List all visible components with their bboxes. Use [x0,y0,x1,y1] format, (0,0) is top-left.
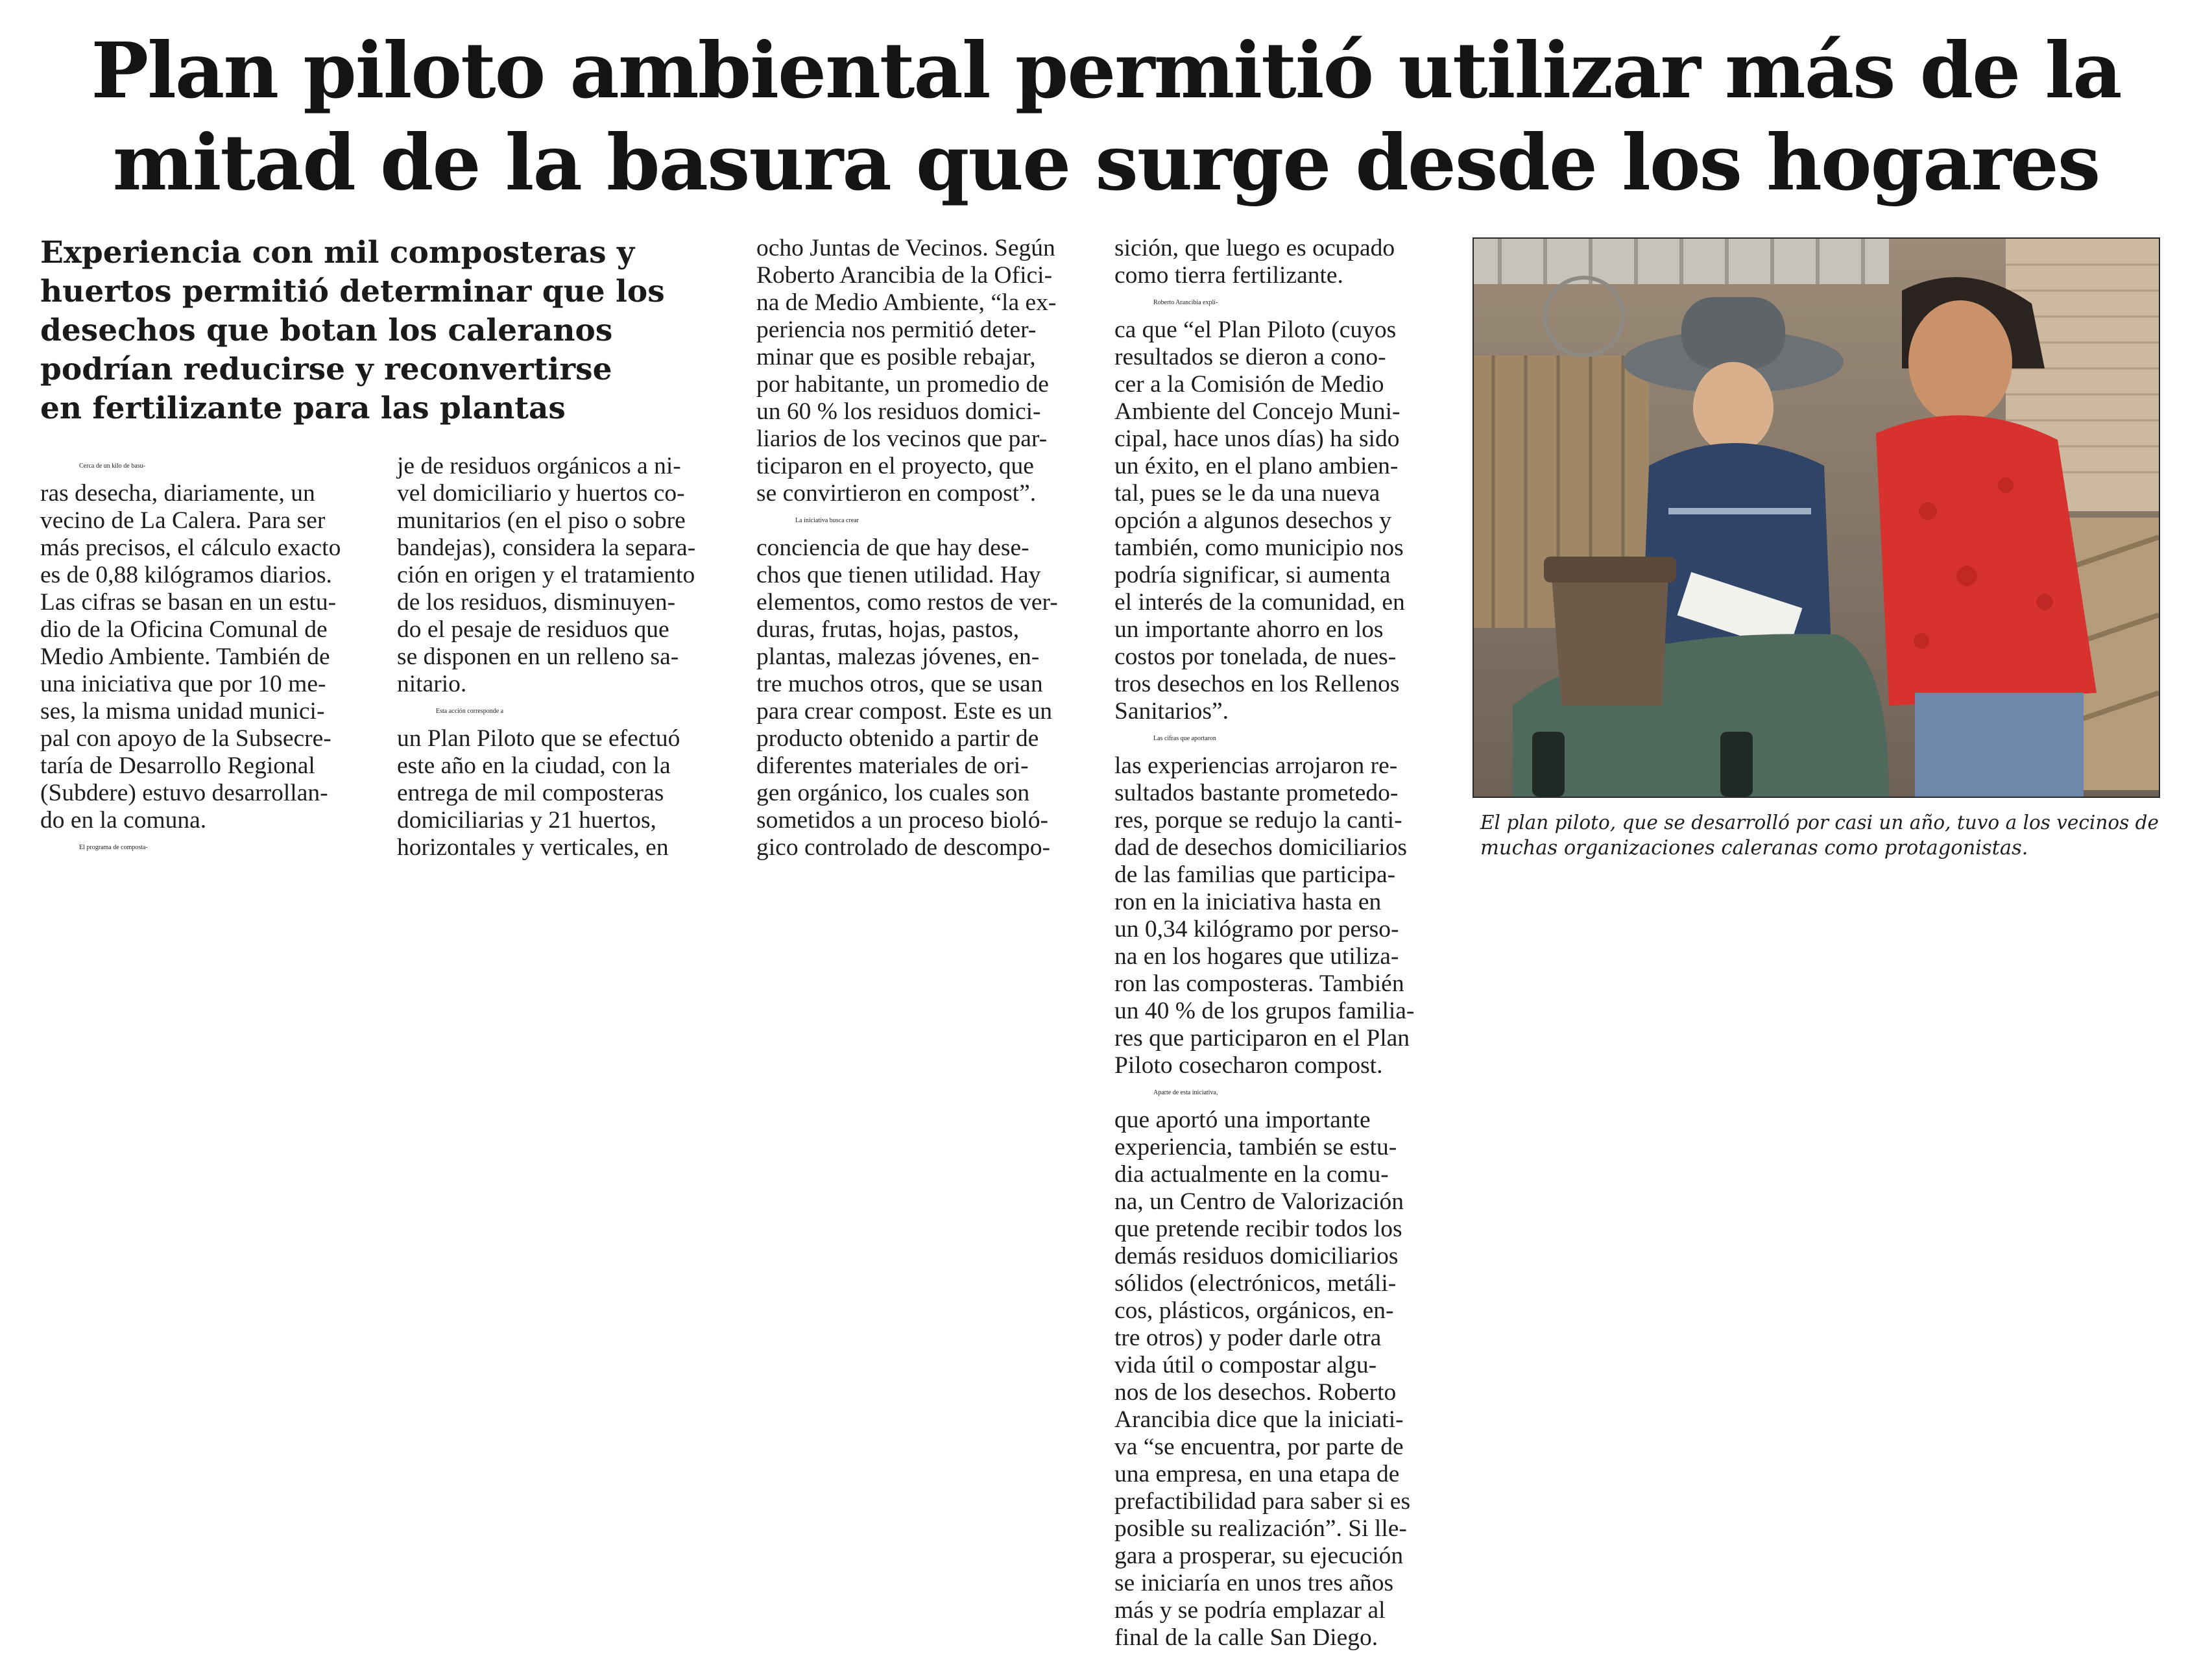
article-text-line: como tierra fertilizante. [1114,262,1343,289]
article-text-line: ción en origen y el tratamiento [397,562,695,588]
article-text-line: tros desechos en los Rellenos [1114,671,1400,697]
headline-line: mitad de la basura que surge desde los hogares [112,117,2100,208]
article-text-line: Sanitarios”. [1114,698,1229,725]
article-text-line: La iniciativa busca crear [795,517,859,524]
person-left-face [1693,362,1773,453]
article-text-line: chos que tienen utilidad. Hay [756,562,1041,588]
article-text-line: domiciliarias y 21 huertos, [397,807,656,834]
article-text-line: final de la calle San Diego. [1114,1624,1378,1651]
article-text-line: gico controlado de descompo- [756,834,1050,861]
article-text-line: un 40 % de los grupos familia- [1114,998,1415,1024]
subheadline-line: podrían reducirse y reconvertirse [40,352,612,387]
article-text-line: cos, plásticos, orgánicos, en- [1114,1297,1394,1324]
article-text-line: vecino de La Calera. Para ser [40,507,326,534]
caption-line: El plan piloto, que se desarrolló por casi un año, tuvo a los vecinos de [1480,811,2159,834]
article-text-line: de los residuos, disminuyen- [397,589,676,616]
article-text-line: se disponen en un relleno sa- [397,643,679,670]
article-text-line: es de 0,88 kilógramos diarios. [40,562,332,588]
article-text-line: dio de la Oficina Comunal de [40,616,328,643]
article-text-line: res que participaron en el Plan [1114,1025,1410,1052]
article-text-line: do el pesaje de residuos que [397,616,669,643]
article-text-line: Medio Ambiente. También de [40,643,330,670]
article-text-line: plantas, malezas jóvenes, en- [756,643,1040,670]
article-text-line: ocho Juntas de Vecinos. Según [756,235,1055,261]
article-column-4 [1114,235,1443,1652]
article-text-line: Roberto Arancibia expli- [1153,299,1218,306]
article-column-1 [40,453,365,861]
article-text-line: Cerca de un kilo de basu- [79,463,145,470]
article-text-line: experiencia, también se estu- [1114,1134,1397,1160]
article-text-line: res, porque se redujo la canti- [1114,807,1402,834]
article-text-line: tre otros) y poder darle otra [1114,1325,1382,1351]
article-column-2 [397,453,724,861]
article-text-line: Esta acción corresponde a [436,708,504,715]
article-text-line: por habitante, un promedio de [756,371,1049,398]
article-text-line: ca que “el Plan Piloto (cuyos [1114,317,1397,343]
subheadline-line: en fertilizante para las plantas [40,391,566,426]
article-text-line: na de Medio Ambiente, “la ex- [756,289,1057,316]
article-text-line: Ambiente del Concejo Muni- [1114,398,1401,425]
article-text-line: entrega de mil composteras [397,780,664,806]
article-text-line: opción a algunos desechos y [1114,507,1391,534]
article-text-line: que aportó una importante [1114,1107,1371,1133]
article-text-line: na en los hogares que utiliza- [1114,943,1399,970]
article-text-line: gara a prosperar, su ejecución [1114,1543,1404,1569]
article-text-line: El programa de composta- [79,844,148,851]
article-text-line: sometidos a un proceso bioló- [756,807,1048,834]
article-text-line: más y se podría emplazar al [1114,1597,1386,1624]
article-text-line: Las cifras se basan en un estu- [40,589,337,616]
article-text-line: el interés de la comunidad, en [1114,589,1405,616]
subheadline [40,234,721,428]
photo-caption [1480,810,2161,861]
article-text-line: (Subdere) estuvo desarrollan- [40,780,328,806]
article-text-line: también, como municipio nos [1114,535,1404,561]
article-text-line: dad de desechos domiciliarios [1114,834,1407,861]
person-left-hat-crown [1681,297,1785,368]
article-text-line: producto obtenido a partir de [756,725,1039,752]
article-text-line: una empresa, en una etapa de [1114,1461,1400,1487]
subheadline-line: huertos permitió determinar que los [40,274,665,309]
article-text-line: sultados bastante prometedo- [1114,780,1399,806]
person-right-jeans [1915,693,2084,797]
article-text-line: periencia nos permitió deter- [756,317,1037,343]
article-text-line: para crear compost. Este es un [756,698,1053,725]
article-text-line: sólidos (electrónicos, metáli- [1114,1270,1397,1297]
article-text-line: de las familias que participa- [1114,861,1396,888]
article-column-3 [756,235,1082,861]
article-text-line: un éxito, en el plano ambien- [1114,453,1399,479]
article-text-line: se convirtieron en compost”. [756,480,1037,507]
article-text-line: demás residuos domiciliarios [1114,1243,1399,1269]
article-text-line: diferentes materiales de ori- [756,752,1029,779]
article-text-line: tal, pues se le da una nueva [1114,480,1380,507]
person-right-face [1908,300,2012,424]
article-text-line: elementos, como restos de ver- [756,589,1058,616]
article-text-line: vel domiciliario y huertos co- [397,480,685,507]
article-text-line: un importante ahorro en los [1114,616,1384,643]
article-text-line: ticiparon en el proyecto, que [756,453,1034,479]
article-photo [1474,239,2159,797]
article-text-line: las experiencias arrojaron re- [1114,752,1398,779]
article-text-line: un Plan Piloto que se efectuó [397,725,680,752]
article-text-line: gen orgánico, los cuales son [756,780,1030,806]
article-text-line: Las cifras que aportaron [1153,735,1216,742]
headline [39,25,2173,209]
subheadline-line: Experiencia con mil composteras y [40,235,635,270]
article-text-line: nos de los desechos. Roberto [1114,1379,1397,1406]
article-text-line: un 60 % los residuos domici- [756,398,1041,425]
article-text-line: cer a la Comisión de Medio [1114,371,1384,398]
article-text-line: una iniciativa que por 10 me- [40,671,326,697]
article-text-line: je de residuos orgánicos a ni- [397,453,681,479]
article-text-line: que pretende recibir todos los [1114,1216,1402,1242]
article-text-line: bandejas), considera la separa- [397,535,696,561]
article-text-line: ras desecha, diariamente, un [40,480,315,507]
article-text-line: minar que es posible rebajar, [756,344,1036,370]
article-text-line: costos por tonelada, de nues- [1114,643,1397,670]
article-text-line: nitario. [397,671,467,697]
article-text-line: vida útil o compostar algu- [1114,1352,1377,1378]
article-text-line: posible su realización”. Si lle- [1114,1515,1407,1542]
article-text-line: munitarios (en el piso o sobre [397,507,686,534]
article-text-line: ron en la iniciativa hasta en [1114,889,1382,915]
article-text-line: pal con apoyo de la Subsecre- [40,725,331,752]
subheadline-line: desechos que botan los caleranos [40,313,613,348]
article-text-line: duras, frutas, hojas, pastos, [756,616,1020,643]
article-text-line: do en la comuna. [40,807,207,834]
article-text-line: va “se encuentra, por parte de [1114,1434,1404,1460]
article-text-line: Arancibia dice que la iniciati- [1114,1406,1404,1433]
kitchen-compost-caddy [1552,576,1668,706]
article-text-line: horizontales y verticales, en [397,834,669,861]
article-text-line: podría significar, si aumenta [1114,562,1391,588]
article-text-line: liarios de los vecinos que par- [756,426,1048,452]
article-text-line: taría de Desarrollo Regional [40,752,315,779]
article-text-line: sición, que luego es ocupado [1114,235,1395,261]
article-text-line: conciencia de que hay dese- [756,535,1029,561]
article-text-line: cipal, hace unos días) ha sido [1114,426,1400,452]
article-text-line: prefactibilidad para saber si es [1114,1488,1411,1515]
article-text-line: ses, la misma unidad munici- [40,698,325,725]
article-text-line: este año en la ciudad, con la [397,752,671,779]
article-text-line: resultados se dieron a cono- [1114,344,1386,370]
article-text-line: dia actualmente en la comu- [1114,1161,1389,1188]
article-text-line: Piloto cosecharon compost. [1114,1052,1383,1079]
article-text-line: tre muchos otros, que se usan [756,671,1043,697]
article-text-line: ron las composteras. También [1114,970,1404,997]
article-text-line: Aparte de esta iniciativa, [1153,1089,1218,1096]
article-text-line: na, un Centro de Valorización [1114,1188,1404,1215]
article-text-line: Roberto Arancibia de la Ofici- [756,262,1053,289]
article-text-line: se iniciaría en unos tres años [1114,1570,1394,1596]
headline-line: Plan piloto ambiental permitió utilizar más de la [91,25,2121,115]
caption-line: muchas organizaciones caleranas como protagonistas. [1480,837,2028,860]
article-text-line: un 0,34 kilógramo por perso- [1114,916,1399,943]
article-text-line: más precisos, el cálculo exacto [40,535,341,561]
